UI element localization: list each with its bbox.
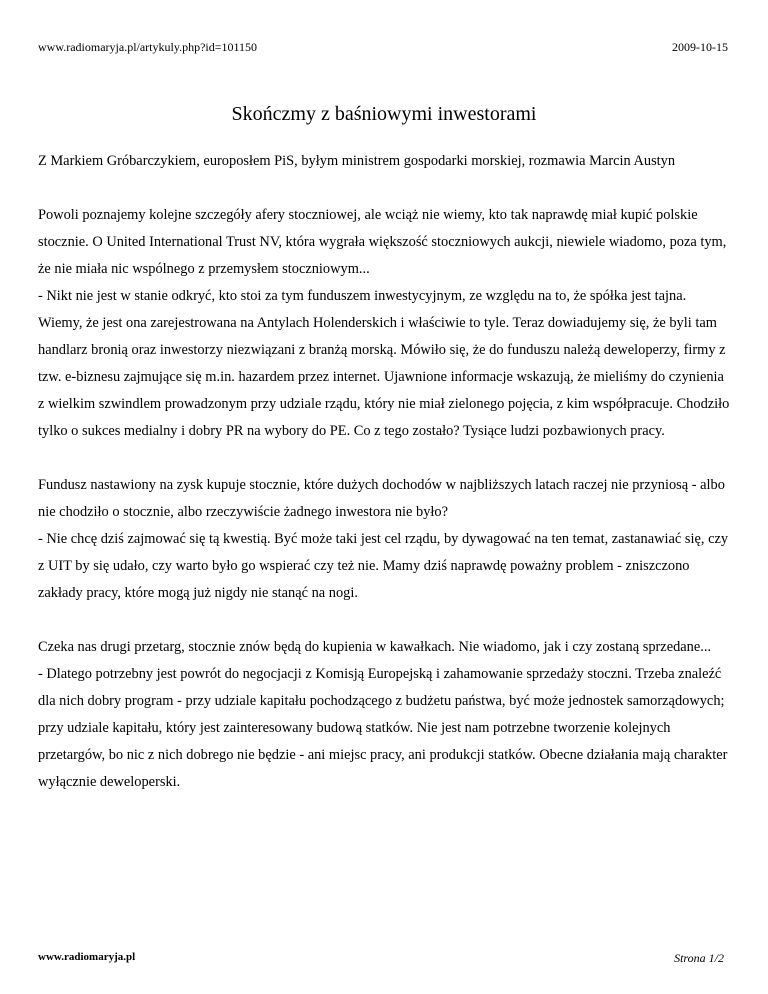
footer-site: www.radiomaryja.pl [38, 951, 136, 963]
header-date: 2009-10-15 [672, 40, 728, 54]
answer-2: - Nie chcę dziś zajmować się tą kwestią. Być może taki jest cel rządu, by dywagować na ten temat, zastanawiać się, czy z UIT by się udało, czy warto było go wspierać czy też nie. Mamy dziś naprawdę poważny problem - zniszczono zakłady pracy, które mogą już nigdy nie stanąć na nogi. [38, 531, 729, 601]
question-3: Czeka nas drugi przetarg, stocznie znów będą do kupienia w kawałkach. Nie wiadomo, jak i czy zostaną sprzedane... [38, 639, 712, 655]
article-title: Skończmy z baśniowymi inwestorami [231, 103, 537, 125]
paragraph-gap [38, 175, 732, 202]
question-1: Powoli poznajemy kolejne szczegóły afery stoczniowej, ale wciąż nie wiemy, kto tak naprawdę miał kupić polskie stocznie. O United International Trust NV, która wygrała większość stoczniowych aukcji, niewiele wiadomo, poza tym, że nie miała nic wspólnego z przemysłem stoczniowym... [38, 207, 727, 277]
article-intro: Z Markiem Gróbarczykiem, europosłem PiS, byłym ministrem gospodarki morskiej, rozmawia Marcin Austyn [38, 153, 676, 169]
answer-1: - Nikt nie jest w stanie odkryć, kto stoi za tym funduszem inwestycyjnym, ze względu na to, że spółka jest tajna. Wiemy, że jest ona zarejestrowana na Antylach Holenderskich i właściwie to tyle. Teraz dowiadujemy się, że byli tam handlarz bronią oraz inwestorzy niezwiązani z branżą morską. Mówiło się, że do funduszu należą deweloperzy, firmy z tzw. e-biznesu zajmujące się m.in. hazardem przez internet. Ujawnione informacje wskazują, że mieliśmy do czynienia z wielkim szwindlem prowadzonym przy udziale rządu, który nie miał zielonego pojęcia, z kim współpracuje. Chodziło tylko o sukces medialny i dobry PR na wybory do PE. Co z tego zostało? Tysiące ludzi pozbawionych pracy. [38, 288, 730, 439]
paragraph-gap [38, 607, 732, 634]
header-url: www.radiomaryja.pl/artykuly.php?id=101150 [38, 40, 258, 54]
page-number: Strona 1/2 [674, 951, 724, 965]
article-body [38, 148, 732, 796]
answer-3: - Dlatego potrzebny jest powrót do negocjacji z Komisją Europejską i zahamowanie sprzedaży stoczni. Trzeba znaleźć dla nich dobry program - przy udziale kapitału pochodzącego z budżetu państwa, być może jednostek samorządowych; przy udziale kapitału, który jest zainteresowany budową statków. Nie jest nam potrzebne tworzenie kolejnych przetargów, bo nic z nich dobrego nie będzie - ani miejsc pracy, ani produkcji statków. Obecne działania mają charakter wyłącznie deweloperski. [38, 666, 728, 790]
question-2: Fundusz nastawiony na zysk kupuje stocznie, które dużych dochodów w najbliższych latach raczej nie przyniosą - albo nie chodziło o stocznie, albo rzeczywiście żadnego inwestora nie było? [38, 477, 725, 520]
paragraph-gap [38, 445, 732, 472]
